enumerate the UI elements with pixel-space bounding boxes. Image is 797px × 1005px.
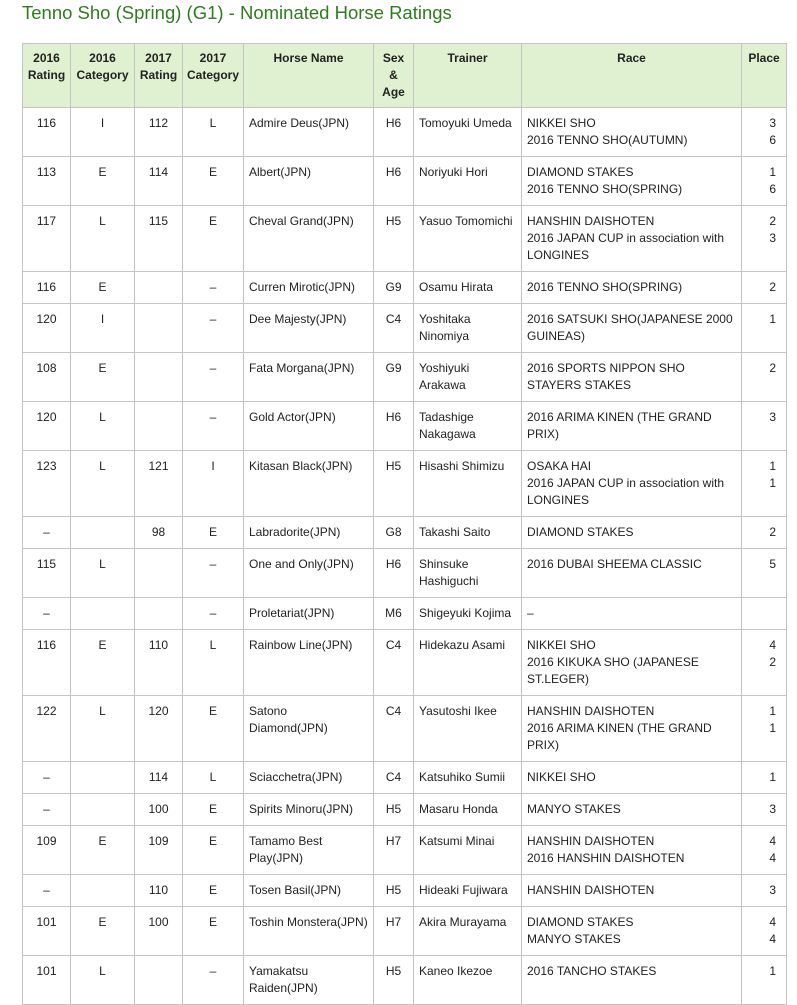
- rating-2017: 120: [135, 696, 183, 762]
- place-cell: [742, 598, 787, 630]
- trainer: Yasuo Tomomichi: [414, 206, 522, 272]
- horse-name: Curren Mirotic(JPN): [244, 272, 374, 304]
- horse-name: Cheval Grand(JPN): [244, 206, 374, 272]
- race-entry: –: [527, 606, 534, 620]
- race-entry: NIKKEI SHO: [527, 116, 596, 130]
- place-cell: [742, 907, 787, 956]
- category-2017: E: [183, 517, 244, 549]
- race-cell: [522, 206, 742, 272]
- place-entry: 1: [769, 721, 776, 735]
- table-row: [23, 549, 787, 598]
- category-2016: L: [71, 206, 135, 272]
- rating-2017: 100: [135, 907, 183, 956]
- place-entry: 3: [769, 802, 776, 816]
- table-row: [23, 206, 787, 272]
- category-2017: –: [183, 598, 244, 630]
- place-entry: 1: [769, 165, 776, 179]
- sex-age: H7: [374, 826, 414, 875]
- place-cell: [742, 206, 787, 272]
- race-entry: 2016 HANSHIN DAISHOTEN: [527, 851, 685, 865]
- category-2017: E: [183, 696, 244, 762]
- rating-2016: 109: [23, 826, 71, 875]
- race-cell: [522, 762, 742, 794]
- horse-name: Labradorite(JPN): [244, 517, 374, 549]
- place-entry: 1: [769, 459, 776, 473]
- category-2017: E: [183, 206, 244, 272]
- table-row: [23, 157, 787, 206]
- category-2017: L: [183, 630, 244, 696]
- place-entry: 3: [769, 883, 776, 897]
- race-cell: [522, 907, 742, 956]
- race-entry: 2016 ARIMA KINEN (THE GRAND PRIX): [527, 721, 712, 752]
- header-2017-category: 2017 Category: [183, 44, 244, 108]
- place-cell: [742, 549, 787, 598]
- horse-name: Toshin Monstera(JPN): [244, 907, 374, 956]
- table-row: [23, 304, 787, 353]
- place-cell: [742, 304, 787, 353]
- race-cell: [522, 157, 742, 206]
- category-2016: [71, 875, 135, 907]
- place-entry: 2: [769, 214, 776, 228]
- trainer: Tadashige Nakagawa: [414, 402, 522, 451]
- race-cell: [522, 794, 742, 826]
- place-entry: 4: [769, 834, 776, 848]
- rating-2016: 115: [23, 549, 71, 598]
- horse-name: Tamamo Best Play(JPN): [244, 826, 374, 875]
- place-entry: 3: [769, 231, 776, 245]
- place-entry: 2: [769, 361, 776, 375]
- table-row: [23, 696, 787, 762]
- place-entry: 4: [769, 932, 776, 946]
- race-entry: 2016 ARIMA KINEN (THE GRAND PRIX): [527, 410, 712, 441]
- trainer: Katsumi Minai: [414, 826, 522, 875]
- table-row: [23, 956, 787, 1005]
- table-row: [23, 517, 787, 549]
- horse-name: Albert(JPN): [244, 157, 374, 206]
- rating-2016: –: [23, 875, 71, 907]
- race-cell: [522, 956, 742, 1005]
- category-2016: [71, 517, 135, 549]
- category-2016: E: [71, 826, 135, 875]
- category-2017: E: [183, 794, 244, 826]
- category-2016: E: [71, 630, 135, 696]
- sex-age: M6: [374, 598, 414, 630]
- horse-name: Yamakatsu Raiden(JPN): [244, 956, 374, 1005]
- trainer: Shigeyuki Kojima: [414, 598, 522, 630]
- horse-name: Rainbow Line(JPN): [244, 630, 374, 696]
- rating-2017: [135, 549, 183, 598]
- category-2016: I: [71, 304, 135, 353]
- category-2016: [71, 598, 135, 630]
- rating-2016: 122: [23, 696, 71, 762]
- sex-age: H6: [374, 549, 414, 598]
- race-entry: HANSHIN DAISHOTEN: [527, 704, 655, 718]
- place-cell: [742, 630, 787, 696]
- sex-age: H7: [374, 907, 414, 956]
- table-row: [23, 630, 787, 696]
- rating-2016: 116: [23, 272, 71, 304]
- place-entry: 3: [769, 410, 776, 424]
- horse-name: Spirits Minoru(JPN): [244, 794, 374, 826]
- category-2017: L: [183, 108, 244, 157]
- place-cell: [742, 402, 787, 451]
- race-entry: HANSHIN DAISHOTEN: [527, 883, 655, 897]
- race-cell: [522, 517, 742, 549]
- horse-name: Fata Morgana(JPN): [244, 353, 374, 402]
- race-entry: 2016 SPORTS NIPPON SHO STAYERS STAKES: [527, 361, 685, 392]
- table-row: [23, 598, 787, 630]
- race-cell: [522, 598, 742, 630]
- race-entry: NIKKEI SHO: [527, 638, 596, 652]
- place-cell: [742, 762, 787, 794]
- table-row: [23, 272, 787, 304]
- trainer: Kaneo Ikezoe: [414, 956, 522, 1005]
- table-row: [23, 762, 787, 794]
- rating-2016: 116: [23, 108, 71, 157]
- rating-2016: 120: [23, 304, 71, 353]
- race-entry: 2016 DUBAI SHEEMA CLASSIC: [527, 557, 702, 571]
- rating-2016: 123: [23, 451, 71, 517]
- place-cell: [742, 157, 787, 206]
- table-row: [23, 402, 787, 451]
- table-row: [23, 353, 787, 402]
- category-2017: –: [183, 353, 244, 402]
- horse-name: Satono Diamond(JPN): [244, 696, 374, 762]
- table-row: [23, 108, 787, 157]
- sex-age: H5: [374, 875, 414, 907]
- race-entry: OSAKA HAI: [527, 459, 592, 473]
- horse-name: Admire Deus(JPN): [244, 108, 374, 157]
- category-2017: I: [183, 451, 244, 517]
- header-2016-category: 2016 Category: [71, 44, 135, 108]
- trainer: Takashi Saito: [414, 517, 522, 549]
- place-entry: 4: [769, 915, 776, 929]
- table-row: [23, 826, 787, 875]
- sex-age: H6: [374, 157, 414, 206]
- rating-2016: 117: [23, 206, 71, 272]
- race-entry: 2016 JAPAN CUP in association with LONGINES: [527, 231, 724, 262]
- sex-age: H5: [374, 794, 414, 826]
- rating-2016: 113: [23, 157, 71, 206]
- place-entry: 1: [769, 964, 776, 978]
- trainer: Yoshitaka Ninomiya: [414, 304, 522, 353]
- category-2016: E: [71, 272, 135, 304]
- rating-2017: 98: [135, 517, 183, 549]
- sex-age: H5: [374, 956, 414, 1005]
- table-row: [23, 875, 787, 907]
- race-entry: DIAMOND STAKES: [527, 165, 634, 179]
- ratings-table: [22, 43, 787, 1005]
- place-cell: [742, 956, 787, 1005]
- trainer: Noriyuki Hori: [414, 157, 522, 206]
- trainer: Yasutoshi Ikee: [414, 696, 522, 762]
- race-cell: [522, 402, 742, 451]
- place-entry: 6: [769, 133, 776, 147]
- race-entry: HANSHIN DAISHOTEN: [527, 214, 655, 228]
- race-entry: 2016 SATSUKI SHO(JAPANESE 2000 GUINEAS): [527, 312, 733, 343]
- category-2017: –: [183, 402, 244, 451]
- category-2017: E: [183, 907, 244, 956]
- rating-2016: –: [23, 762, 71, 794]
- place-cell: [742, 353, 787, 402]
- horse-name: Tosen Basil(JPN): [244, 875, 374, 907]
- rating-2017: 115: [135, 206, 183, 272]
- horse-name: Kitasan Black(JPN): [244, 451, 374, 517]
- rating-2017: [135, 402, 183, 451]
- race-cell: [522, 696, 742, 762]
- rating-2017: [135, 272, 183, 304]
- rating-2017: [135, 956, 183, 1005]
- sex-age: C4: [374, 630, 414, 696]
- place-entry: 6: [769, 182, 776, 196]
- header-2017-rating: 2017 Rating: [135, 44, 183, 108]
- race-cell: [522, 549, 742, 598]
- rating-2017: 121: [135, 451, 183, 517]
- trainer: Osamu Hirata: [414, 272, 522, 304]
- rating-2016: 116: [23, 630, 71, 696]
- race-cell: [522, 826, 742, 875]
- race-entry: DIAMOND STAKES: [527, 525, 634, 539]
- horse-name: Proletariat(JPN): [244, 598, 374, 630]
- place-entry: 1: [769, 704, 776, 718]
- header-sex-age: Sex & Age: [374, 44, 414, 108]
- horse-name: Dee Majesty(JPN): [244, 304, 374, 353]
- race-entry: 2016 TENNO SHO(SPRING): [527, 182, 683, 196]
- category-2016: [71, 762, 135, 794]
- race-entry: MANYO STAKES: [527, 932, 621, 946]
- category-2016: L: [71, 696, 135, 762]
- category-2016: E: [71, 907, 135, 956]
- race-cell: [522, 272, 742, 304]
- category-2016: L: [71, 549, 135, 598]
- rating-2017: 109: [135, 826, 183, 875]
- place-cell: [742, 517, 787, 549]
- rating-2017: 110: [135, 630, 183, 696]
- trainer: Hisashi Shimizu: [414, 451, 522, 517]
- place-entry: 2: [769, 525, 776, 539]
- rating-2017: 110: [135, 875, 183, 907]
- place-entry: 1: [769, 476, 776, 490]
- race-cell: [522, 630, 742, 696]
- race-entry: 2016 TENNO SHO(AUTUMN): [527, 133, 688, 147]
- category-2017: L: [183, 762, 244, 794]
- header-row: [23, 44, 787, 108]
- header-trainer: Trainer: [414, 44, 522, 108]
- sex-age: G8: [374, 517, 414, 549]
- header-place: Place: [742, 44, 787, 108]
- place-cell: [742, 108, 787, 157]
- race-cell: [522, 875, 742, 907]
- race-cell: [522, 353, 742, 402]
- sex-age: C4: [374, 762, 414, 794]
- category-2016: L: [71, 451, 135, 517]
- category-2017: E: [183, 826, 244, 875]
- header-horse-name: Horse Name: [244, 44, 374, 108]
- category-2016: E: [71, 157, 135, 206]
- rating-2017: 112: [135, 108, 183, 157]
- rating-2016: 101: [23, 956, 71, 1005]
- race-entry: 2016 TENNO SHO(SPRING): [527, 280, 683, 294]
- race-cell: [522, 451, 742, 517]
- header-race: Race: [522, 44, 742, 108]
- sex-age: H6: [374, 402, 414, 451]
- rating-2017: 100: [135, 794, 183, 826]
- sex-age: C4: [374, 696, 414, 762]
- race-entry: MANYO STAKES: [527, 802, 621, 816]
- sex-age: H5: [374, 451, 414, 517]
- horse-name: Gold Actor(JPN): [244, 402, 374, 451]
- category-2017: E: [183, 875, 244, 907]
- race-entry: HANSHIN DAISHOTEN: [527, 834, 655, 848]
- sex-age: G9: [374, 272, 414, 304]
- category-2016: L: [71, 956, 135, 1005]
- place-entry: 4: [769, 851, 776, 865]
- sex-age: C4: [374, 304, 414, 353]
- category-2016: E: [71, 353, 135, 402]
- category-2017: –: [183, 304, 244, 353]
- sex-age: G9: [374, 353, 414, 402]
- trainer: Yoshiyuki Arakawa: [414, 353, 522, 402]
- trainer: Tomoyuki Umeda: [414, 108, 522, 157]
- rating-2016: 101: [23, 907, 71, 956]
- table-row: [23, 794, 787, 826]
- race-entry: 2016 JAPAN CUP in association with LONGINES: [527, 476, 724, 507]
- category-2017: –: [183, 549, 244, 598]
- place-entry: 5: [769, 557, 776, 571]
- rating-2017: 114: [135, 762, 183, 794]
- place-entry: 2: [769, 655, 776, 669]
- header-2016-rating: 2016 Rating: [23, 44, 71, 108]
- rating-2016: 108: [23, 353, 71, 402]
- rating-2017: [135, 353, 183, 402]
- place-cell: [742, 272, 787, 304]
- race-cell: [522, 108, 742, 157]
- race-entry: DIAMOND STAKES: [527, 915, 634, 929]
- place-entry: 1: [769, 312, 776, 326]
- category-2016: L: [71, 402, 135, 451]
- page-title: Tenno Sho (Spring) (G1) - Nominated Horse Ratings: [22, 2, 452, 23]
- category-2017: –: [183, 272, 244, 304]
- category-2017: –: [183, 956, 244, 1005]
- place-cell: [742, 826, 787, 875]
- rating-2016: 120: [23, 402, 71, 451]
- place-entry: 1: [769, 770, 776, 784]
- trainer: Masaru Honda: [414, 794, 522, 826]
- rating-2017: [135, 304, 183, 353]
- race-entry: NIKKEI SHO: [527, 770, 596, 784]
- place-entry: 4: [769, 638, 776, 652]
- rating-2016: –: [23, 794, 71, 826]
- place-cell: [742, 696, 787, 762]
- sex-age: H6: [374, 108, 414, 157]
- race-cell: [522, 304, 742, 353]
- category-2016: [71, 794, 135, 826]
- category-2017: E: [183, 157, 244, 206]
- table-row: [23, 907, 787, 956]
- rating-2016: –: [23, 517, 71, 549]
- category-2016: I: [71, 108, 135, 157]
- rating-2017: 114: [135, 157, 183, 206]
- trainer: Katsuhiko Sumii: [414, 762, 522, 794]
- race-entry: 2016 KIKUKA SHO (JAPANESE ST.LEGER): [527, 655, 699, 686]
- rating-2016: –: [23, 598, 71, 630]
- trainer: Hideaki Fujiwara: [414, 875, 522, 907]
- rating-2017: [135, 598, 183, 630]
- horse-name: Sciacchetra(JPN): [244, 762, 374, 794]
- place-cell: [742, 451, 787, 517]
- trainer: Hidekazu Asami: [414, 630, 522, 696]
- place-entry: 3: [769, 116, 776, 130]
- table-row: [23, 451, 787, 517]
- horse-name: One and Only(JPN): [244, 549, 374, 598]
- race-entry: 2016 TANCHO STAKES: [527, 964, 657, 978]
- place-cell: [742, 794, 787, 826]
- sex-age: H5: [374, 206, 414, 272]
- place-cell: [742, 875, 787, 907]
- place-entry: 2: [769, 280, 776, 294]
- trainer: Shinsuke Hashiguchi: [414, 549, 522, 598]
- trainer: Akira Murayama: [414, 907, 522, 956]
